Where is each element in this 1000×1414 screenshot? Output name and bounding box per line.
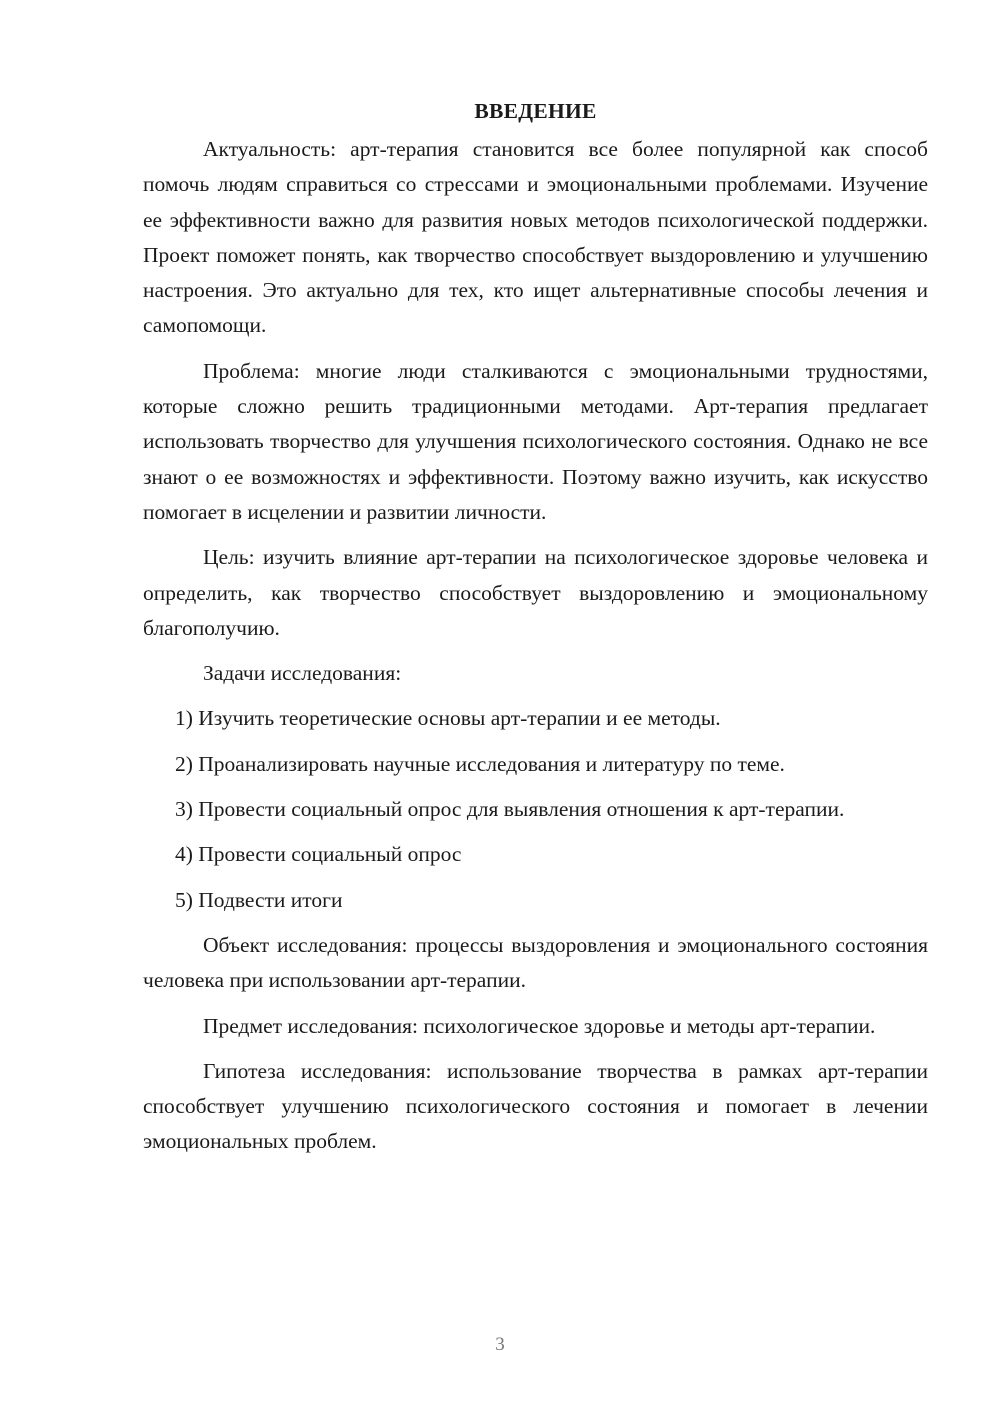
paragraph-goal: Цель: изучить влияние арт-терапии на психологическое здоровье человека и определить, как творчество способствует выздоровлению и эмоциональному благополучию.: [143, 545, 928, 640]
list-item: 5) Подвести итоги: [175, 887, 343, 912]
paragraph-relevance: Актуальность: арт-терапия становится все более популярной как способ помочь людям справиться со стрессами и эмоциональными проблемами. Изучение ее эффективности важно для развития новых методов психологической поддержки. Проект поможет понять, как творчество способствует выздоровлению и улучшению настроения. Это актуально для тех, кто ищет альтернативные способы лечения и самопомощи.: [143, 137, 928, 338]
section-title: ВВЕДЕНИЕ: [474, 99, 597, 123]
list-item: 1) Изучить теоретические основы арт-терапии и ее методы.: [175, 706, 721, 731]
paragraph-object: Объект исследования: процессы выздоровления и эмоционального состояния человека при использовании арт-терапии.: [143, 932, 928, 993]
list-item: 3) Провести социальный опрос для выявления отношения к арт-терапии.: [175, 797, 845, 822]
tasks-list: [143, 701, 928, 917]
paragraph-tasks-heading: Задачи исследования:: [203, 661, 402, 686]
paragraph-problem: Проблема: многие люди сталкиваются с эмоциональными трудностями, которые сложно решить традиционными методами. Арт-терапия предлагает использовать творчество для улучшения психологического состояния. Однако не все знают о ее возможностях и эффективности. Поэтому важно изучить, как искусство помогает в исцелении и развитии личности.: [143, 358, 928, 524]
paragraph-hypothesis: Гипотеза исследования: использование творчества в рамках арт-терапии способствует улучшению психологического состояния и помогает в лечении эмоциональных проблем.: [143, 1058, 928, 1154]
list-item: 2) Проанализировать научные исследования и литературу по теме.: [175, 751, 785, 776]
page-number: 3: [495, 1334, 505, 1355]
paragraph-subject: Предмет исследования: психологическое здоровье и методы арт-терапии.: [203, 1013, 876, 1038]
list-item: 4) Провести социальный опрос: [175, 842, 462, 867]
document-body: [143, 96, 928, 1170]
